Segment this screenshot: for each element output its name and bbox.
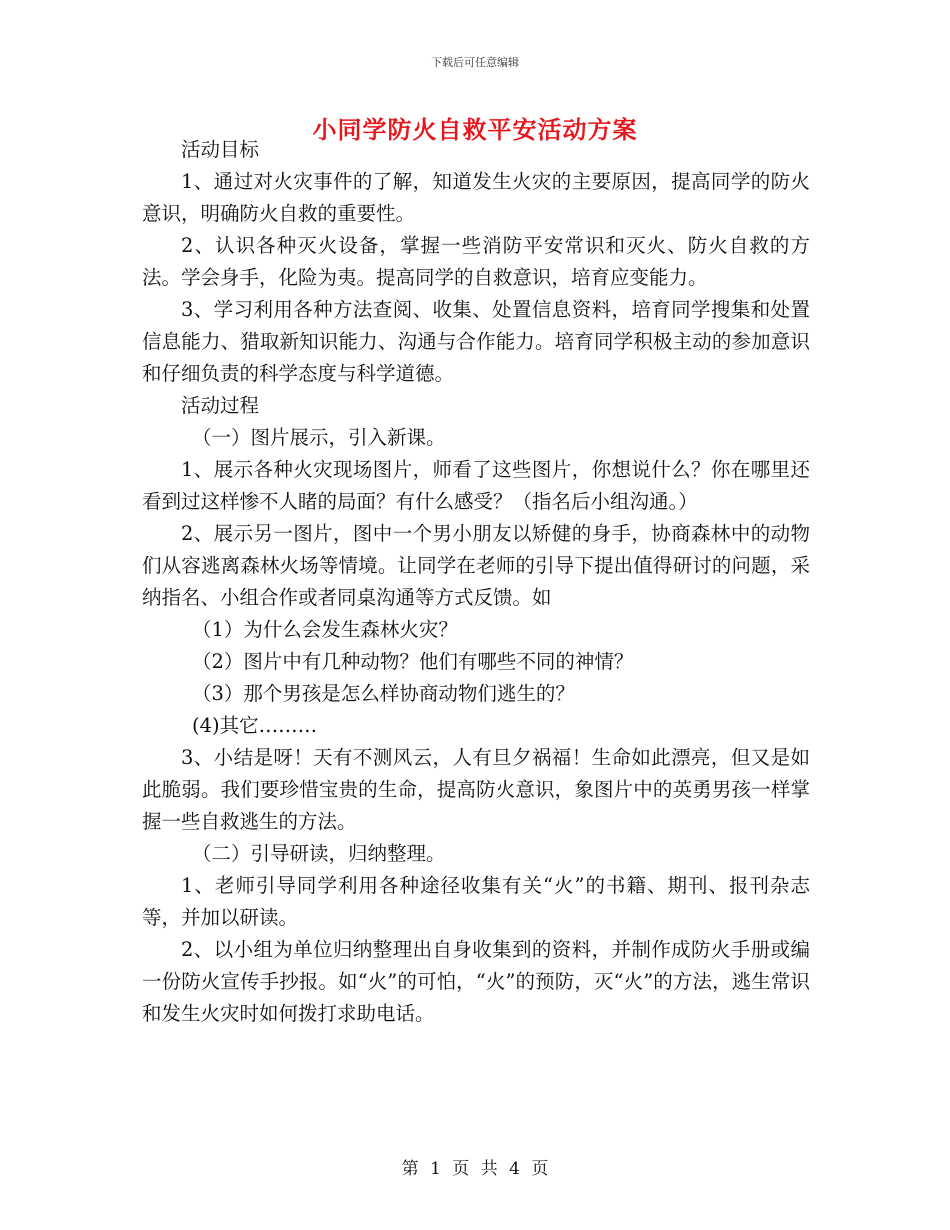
part2-heading: （二）引导研读，归纳整理。 (192, 842, 446, 865)
question-4: (4)其它……… (192, 714, 318, 737)
part1-item-1: 1、展示各种火灾现场图片，师看了这些图片，你想说什么？你在哪里还看到过这样惨不人睹的局面？有什么感受？（指名后小组沟通。） (142, 458, 810, 513)
goal-item-2: 2、认识各种灭火设备，掌握一些消防平安常识和灭火、防火自救的方法。学会身手，化险为夷。提高同学的自救意识，培育应变能力。 (142, 234, 810, 289)
document-title: 小同学防火自救平安活动方案 (312, 115, 638, 144)
goal-item-1: 1、通过对火灾事件的了解，知道发生火灾的主要原因，提高同学的防火意识，明确防火自救的重要性。 (142, 170, 810, 225)
page-footer: 第 1 页 共 4 页 (401, 1159, 549, 1179)
question-2: （2）图片中有几种动物？他们有哪些不同的神情？ (192, 650, 634, 673)
process-heading: 活动过程 (181, 394, 260, 417)
goal-heading: 活动目标 (181, 138, 260, 161)
question-3: （3）那个男孩是怎么样协商动物们逃生的？ (192, 682, 575, 705)
part1-item-2: 2、展示另一图片，图中一个男小朋友以矫健的身手，协商森林中的动物们从容逃离森林火场等情境。让同学在老师的引导下提出值得研讨的问题，采纳指名、小组合作或者同桌沟通等方式反馈。如 (142, 522, 810, 609)
document-body (142, 134, 810, 1030)
part2-item-2: 2、以小组为单位归纳整理出自身收集到的资料，并制作成防火手册或编一份防火宣传手抄报。如“火”的可怕，“火”的预防，灭“火”的方法，逃生常识和发生火灾时如何拨打求助电话。 (142, 938, 810, 1025)
header-note: 下载后可任意编辑 (431, 56, 519, 69)
part1-heading: （一）图片展示，引入新课。 (192, 426, 446, 449)
part1-item-3: 3、小结是呀！天有不测风云，人有旦夕祸福！生命如此漂亮，但又是如此脆弱。我们要珍惜宝贵的生命，提高防火意识，象图片中的英勇男孩一样掌握一些自救逃生的方法。 (142, 746, 810, 833)
goal-item-3: 3、学习利用各种方法查阅、收集、处置信息资料，培育同学搜集和处置信息能力、猎取新知识能力、沟通与合作能力。培育同学积极主动的参加意识和仔细负责的科学态度与科学道德。 (142, 298, 810, 385)
question-1: （1）为什么会发生森林火灾？ (192, 618, 458, 641)
part2-item-1: 1、老师引导同学利用各种途径收集有关“火”的书籍、期刊、报刊杂志等，并加以研读。 (142, 874, 810, 929)
